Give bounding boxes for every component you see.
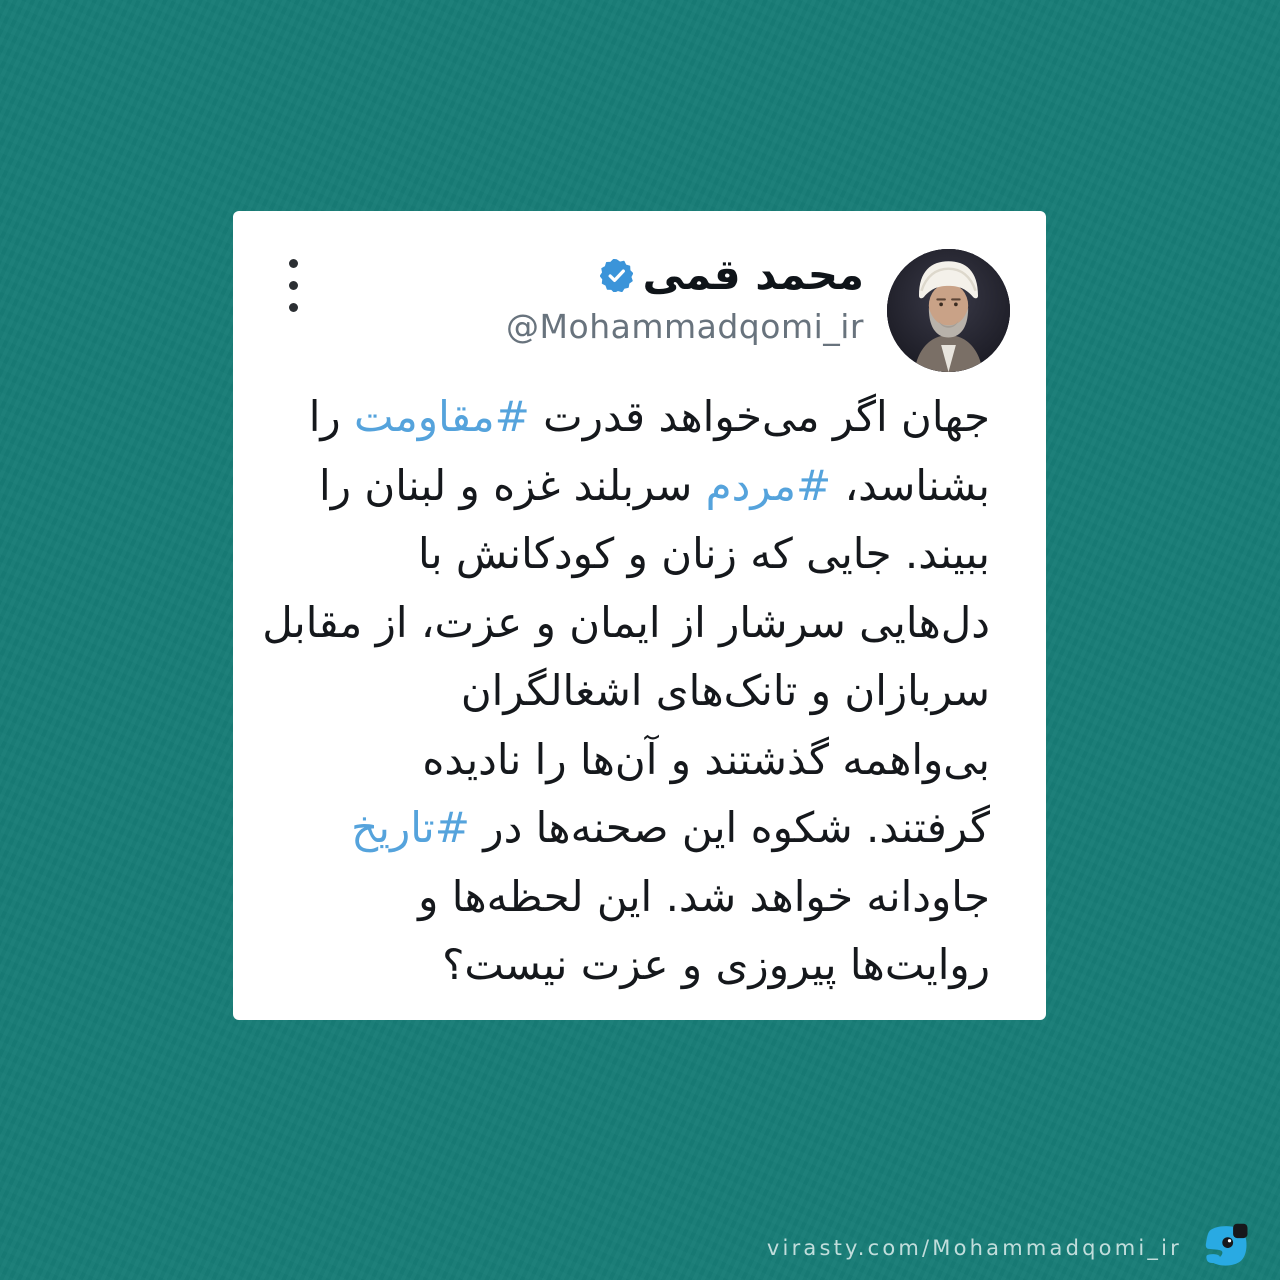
hashtag-link[interactable]: #مردم	[705, 460, 832, 510]
post-text-line	[263, 726, 990, 795]
post-text-segment: بشناسد،	[831, 460, 990, 510]
hashtag-link[interactable]: #تاریخ	[351, 803, 470, 852]
post-text-segment: سربازان و تانک‌های اشغالگران	[460, 666, 990, 715]
post-text-line	[263, 383, 990, 452]
post-text	[263, 383, 990, 1000]
post-text-line	[263, 931, 990, 1000]
author-display-name[interactable]: محمد قمی	[642, 250, 864, 299]
post-text-segment: را	[308, 392, 355, 441]
post-text-line	[263, 863, 990, 932]
post-text-line	[263, 452, 990, 521]
post-text-segment: سربلند غزه و لبنان را	[319, 460, 706, 510]
post-text-segment: دل‌هایی سرشار از ایمان و عزت، از مقابل	[262, 597, 990, 647]
post-options-menu-button[interactable]	[283, 253, 304, 318]
post-text-segment: روایت‌ها پیروزی و عزت نیست؟	[442, 940, 990, 989]
hashtag-link[interactable]: #مقاومت	[354, 392, 530, 441]
kebab-menu-icon	[289, 281, 298, 290]
post-card	[233, 211, 1046, 1020]
post-text-line	[263, 520, 990, 589]
post-text-line	[263, 794, 990, 863]
author-handle[interactable]: @Mohammadqomi_ir	[506, 307, 864, 347]
post-text-line	[263, 657, 990, 726]
virasty-logo-icon	[1198, 1220, 1252, 1276]
post-text-line	[263, 589, 990, 658]
kebab-menu-icon	[289, 303, 298, 312]
post-text-segment: گرفتند. شکوه این صحنه‌ها در	[469, 803, 990, 852]
kebab-menu-icon	[289, 259, 298, 268]
post-text-segment: جاودانه خواهد شد. این لحظه‌ها و	[418, 871, 990, 921]
verified-badge-icon	[600, 259, 633, 292]
post-text-segment: جهان اگر می‌خواهد قدرت	[529, 392, 990, 441]
profile-photo-cleric-icon	[887, 249, 1010, 372]
post-text-segment: ببیند. جایی که زنان و کودکانش با	[418, 529, 990, 578]
watermark-url: virasty.com/Mohammadqomi_ir	[766, 1236, 1182, 1260]
author-avatar[interactable]	[887, 249, 1010, 372]
post-text-segment: بی‌واهمه گذشتند و آن‌ها را نادیده	[422, 734, 990, 784]
watermark-row	[767, 1220, 1252, 1276]
author-block	[506, 251, 864, 346]
